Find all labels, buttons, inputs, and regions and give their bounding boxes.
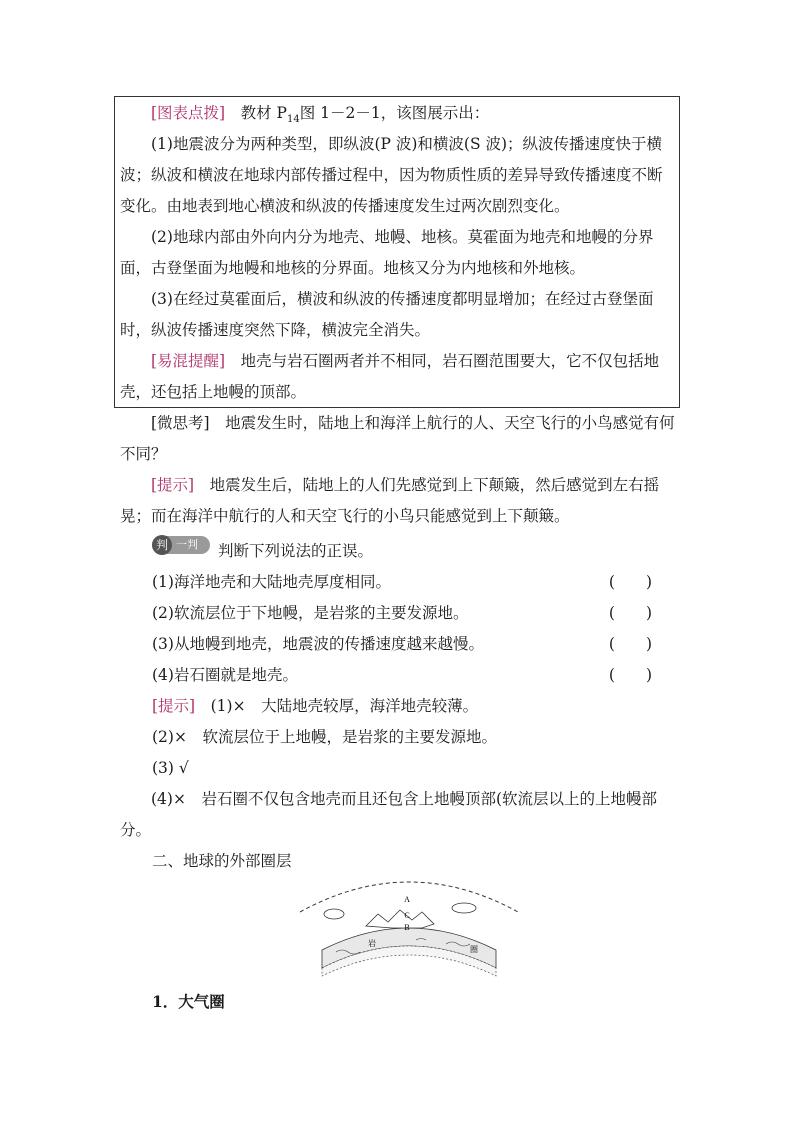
answer-blank[interactable]: ( ) [608, 666, 652, 684]
mountain-shape [366, 910, 434, 928]
diagram-label: 圈 [470, 945, 478, 954]
answer-blank[interactable]: ( ) [608, 635, 652, 653]
box-point-2: (2)地球内部由外向内分为地壳、地幔、地核。莫霍面为地壳和地幔的分界面，古登堡面为地幔和地核的分界面。地核又分为内地核和外地核。 [120, 228, 654, 277]
judge-intro-text: 判断下列说法的正误。 [218, 542, 374, 560]
judge-badge-text: 一判 [176, 538, 198, 551]
confusion-tag: [易混提醒] [151, 352, 226, 370]
cloud-icon [324, 909, 344, 919]
hint-answer [120, 470, 676, 532]
answer-blank[interactable]: ( ) [608, 604, 652, 622]
earth-spheres-diagram [296, 862, 522, 980]
micro-think [120, 408, 676, 470]
sub-heading: 1．大气圈 [152, 992, 225, 1011]
answer-blank[interactable]: ( ) [608, 573, 652, 591]
figure-hint-tag: [图表点拨] [151, 104, 226, 122]
judge-item-text: (1)海洋地壳和大陆地壳厚度相同。 [152, 573, 391, 591]
answer-line-3 [152, 753, 682, 784]
box-intro-text-end: 图 1－2－1，该图展示出： [299, 104, 490, 122]
hint-tag: [提示] [152, 697, 196, 715]
judge-item-text: (2)软流层位于下地幔，是岩浆的主要发源地。 [152, 604, 469, 622]
answer-line-1 [152, 691, 682, 722]
answer-line-4: (4)× 岩石圈不仅包含地壳而且还包含上地幔顶部(软流层以上的上地幔部分。 [120, 790, 657, 839]
diagram-label: C [404, 911, 410, 920]
judge-badge [152, 536, 210, 554]
judge-item [152, 660, 682, 691]
box-point-1: (1)地震波分为两种类型，即纵波(P 波)和横波(S 波)；纵波传播速度快于横波；纵波和横波在地球内部传播过程中，因为物质性质的差异导致传播速度不断变化。由地表到地心横波和纵波的传播速度发生过两次剧烈变化。 [120, 135, 663, 215]
box-intro-text: 教材 P [240, 104, 287, 122]
micro-think-text: 地震发生时，陆地上和海洋上航行的人、天空飞行的小鸟感觉有何不同？ [120, 414, 675, 463]
box-point-3: (3)在经过莫霍面后，横波和纵波的传播速度都明显增加；在经过古登堡面时，纵波传播速度突然下降，横波完全消失。 [120, 290, 654, 339]
hint-tag: [提示] [151, 476, 195, 494]
diagram-label: 岩 [368, 939, 376, 948]
judge-item [152, 567, 682, 598]
cloud-icon [452, 903, 476, 913]
judge-item-text: (3)从地幔到地壳，地震波的传播速度越来越慢。 [152, 635, 484, 653]
judge-intro [152, 536, 682, 567]
micro-think-tag: [微思考] [151, 414, 210, 432]
judge-badge-circle: 判 [152, 535, 172, 555]
diagram-label: B [404, 923, 410, 932]
box-intro [120, 98, 676, 129]
judge-item-text: (4)岩石圈就是地壳。 [152, 666, 298, 684]
page-subscript: 14 [286, 114, 300, 126]
box-confusion-note [120, 346, 676, 408]
answer-text: (2)× 软流层位于上地幔，是岩浆的主要发源地。 [152, 728, 497, 746]
answer-text: (3) √ [152, 759, 189, 777]
hint-text: 地震发生后，陆地上的人们先感觉到上下颠簸，然后感觉到左右摇晃；而在海洋中航行的人和天空飞行的小鸟只能感觉到上下颠簸。 [120, 476, 660, 525]
answer-text: (1)× 大陆地壳较厚，海洋地壳较薄。 [210, 697, 479, 715]
judge-item [152, 598, 682, 629]
section-heading: 二、地球的外部圈层 [152, 852, 292, 870]
judge-item [152, 629, 682, 660]
diagram-label: A [404, 895, 410, 904]
confusion-text: 地壳与岩石圈两者并不相同，岩石圈范围要大，它不仅包括地壳，还包括上地幔的顶部。 [120, 352, 660, 401]
answer-line-2 [152, 722, 682, 753]
